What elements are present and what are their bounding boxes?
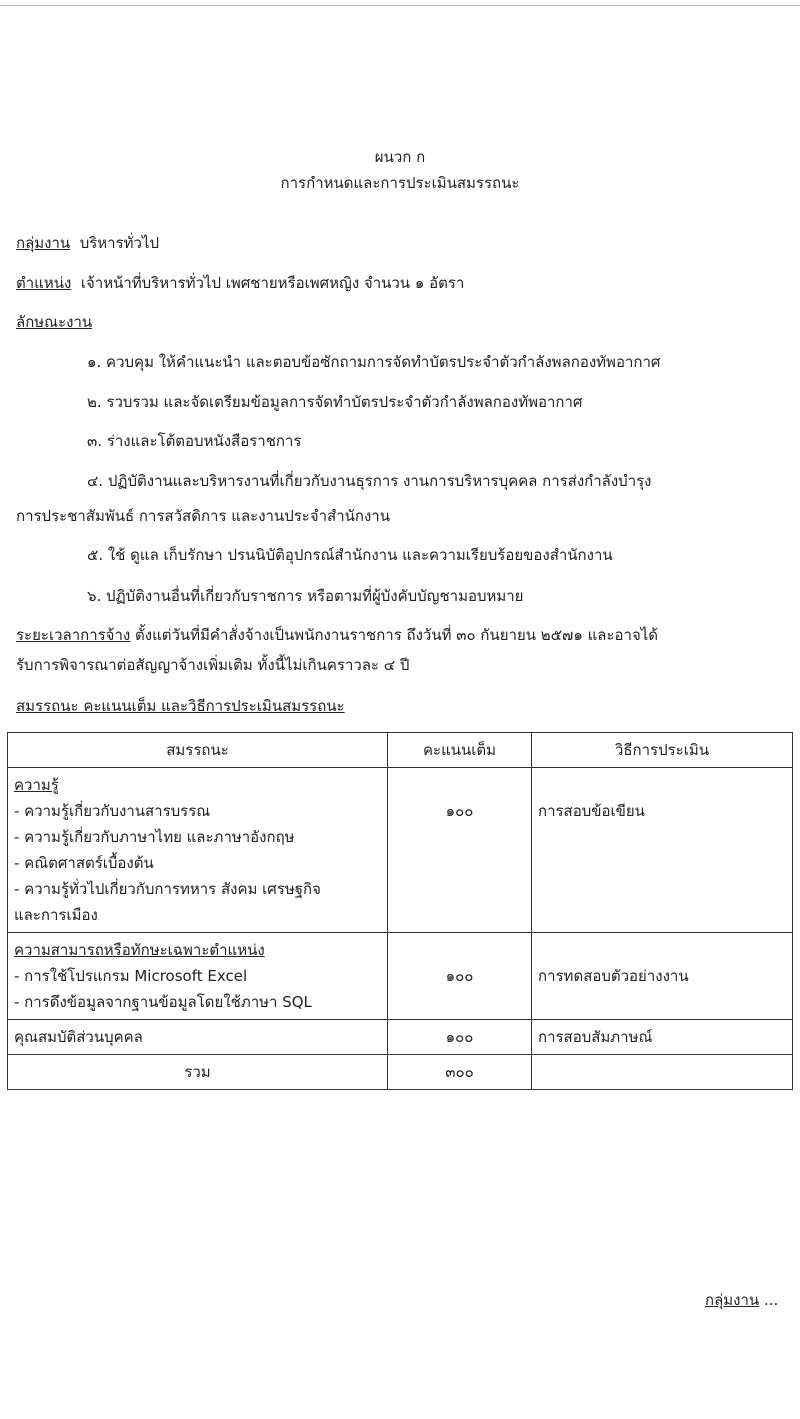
continued-label: กลุ่มงาน [705,1291,760,1309]
table-row [8,768,793,933]
competency-cell [8,933,388,1020]
competency-item: - ความรู้เกี่ยวกับงานสารบรรณ [14,802,211,820]
duties-label: ลักษณะงาน [16,313,93,331]
duty-item: ๒. รวบรวม และจัดเตรียมข้อมูลการจัดทำบัตรประจำตัวกำลังพลกองทัพอากาศ [87,393,583,411]
duty-item: ๔. ปฏิบัติงานและบริหารงานที่เกี่ยวกับงานธุรการ งานการบริหารบุคคล การส่งกำลังบำรุง [87,472,652,490]
competency-title: ความสามารถหรือทักษะเฉพาะตำแหน่ง [14,941,265,959]
duty-item: ๓. ร่างและโต้ตอบหนังสือราชการ [87,432,302,450]
annex-label: ผนวก ก [374,148,426,166]
duty-item: ๕. ใช้ ดูแล เก็บรักษา ปรนนิบัติอุปกรณ์สำนักงาน และความเรียบร้อยของสำนักงาน [87,546,613,564]
score-cell: ๑๐๐ [388,933,532,1020]
method-cell: การทดสอบตัวอย่างงาน [532,933,793,1020]
term-label: ระยะเวลาการจ้าง [16,626,131,644]
header-method: วิธีการประเมิน [532,733,793,768]
term-text-continued: รับการพิจารณาต่อสัญญาจ้างเพิ่มเติม ทั้งนี้ไม่เกินคราวละ ๔ ปี [16,656,410,674]
competency-item: และการเมือง [14,906,98,924]
duty-item-continued: การประชาสัมพันธ์ การสวัสดิการ และงานประจำสำนักงาน [16,507,390,525]
position-label: ตำแหน่ง [16,274,72,292]
competency-item: - การใช้โปรแกรม Microsoft Excel [14,967,248,985]
competency-item: - การดึงข้อมูลจากฐานข้อมูลโดยใช้ภาษา SQL [14,993,312,1011]
table-row [8,1020,793,1055]
competency-heading: สมรรถนะ คะแนนเต็ม และวิธีการประเมินสมรรถนะ [16,697,345,715]
position-value: เจ้าหน้าที่บริหารทั่วไป เพศชายหรือเพศหญิง จำนวน ๑ อัตรา [80,274,465,292]
term-line [16,625,658,645]
duty-item: ๑. ควบคุม ให้คำแนะนำ และตอบข้อซักถามการจัดทำบัตรประจำตัวกำลังพลกองทัพอากาศ [87,353,661,371]
continued-ellipsis: ... [759,1291,779,1309]
competency-cell: คุณสมบัติส่วนบุคคล [8,1020,388,1055]
method-cell: การสอบข้อเขียน [532,768,793,933]
competency-cell [8,768,388,933]
table-row [8,933,793,1020]
competency-item: - ความรู้เกี่ยวกับภาษาไทย และภาษาอังกฤษ [14,828,295,846]
group-label: กลุ่มงาน [16,234,71,252]
page-title: การกำหนดและการประเมินสมรรถนะ [280,174,520,192]
competency-item: - ความรู้ทั่วไปเกี่ยวกับการทหาร สังคม เศรษฐกิจ [14,880,321,898]
total-method-empty [532,1055,793,1090]
term-text: ตั้งแต่วันที่มีคำสั่งจ้างเป็นพนักงานราชการ ถึงวันที่ ๓๐ กันยายน ๒๕๗๑ และอาจได้ [130,626,659,644]
method-cell: การสอบสัมภาษณ์ [532,1020,793,1055]
score-cell: ๑๐๐ [388,768,532,933]
position-line [16,273,464,293]
competency-title: ความรู้ [14,776,59,794]
score-cell: ๑๐๐ [388,1020,532,1055]
group-line [16,233,159,253]
table-header-row [8,733,793,768]
scan-edge-line [0,5,800,6]
group-value: บริหารทั่วไป [79,234,160,252]
header-full-score: คะแนนเต็ม [388,733,532,768]
duty-item: ๖. ปฏิบัติงานอื่นที่เกี่ยวกับราชการ หรือตามที่ผู้บังคับบัญชามอบหมาย [87,587,524,605]
continued-footer [705,1290,778,1310]
table-total-row [8,1055,793,1090]
competency-table [7,732,793,1090]
competency-item: - คณิตศาสตร์เบื้องต้น [14,854,154,872]
header-competency: สมรรถนะ [8,733,388,768]
total-label: รวม [8,1055,388,1090]
total-score: ๓๐๐ [388,1055,532,1090]
